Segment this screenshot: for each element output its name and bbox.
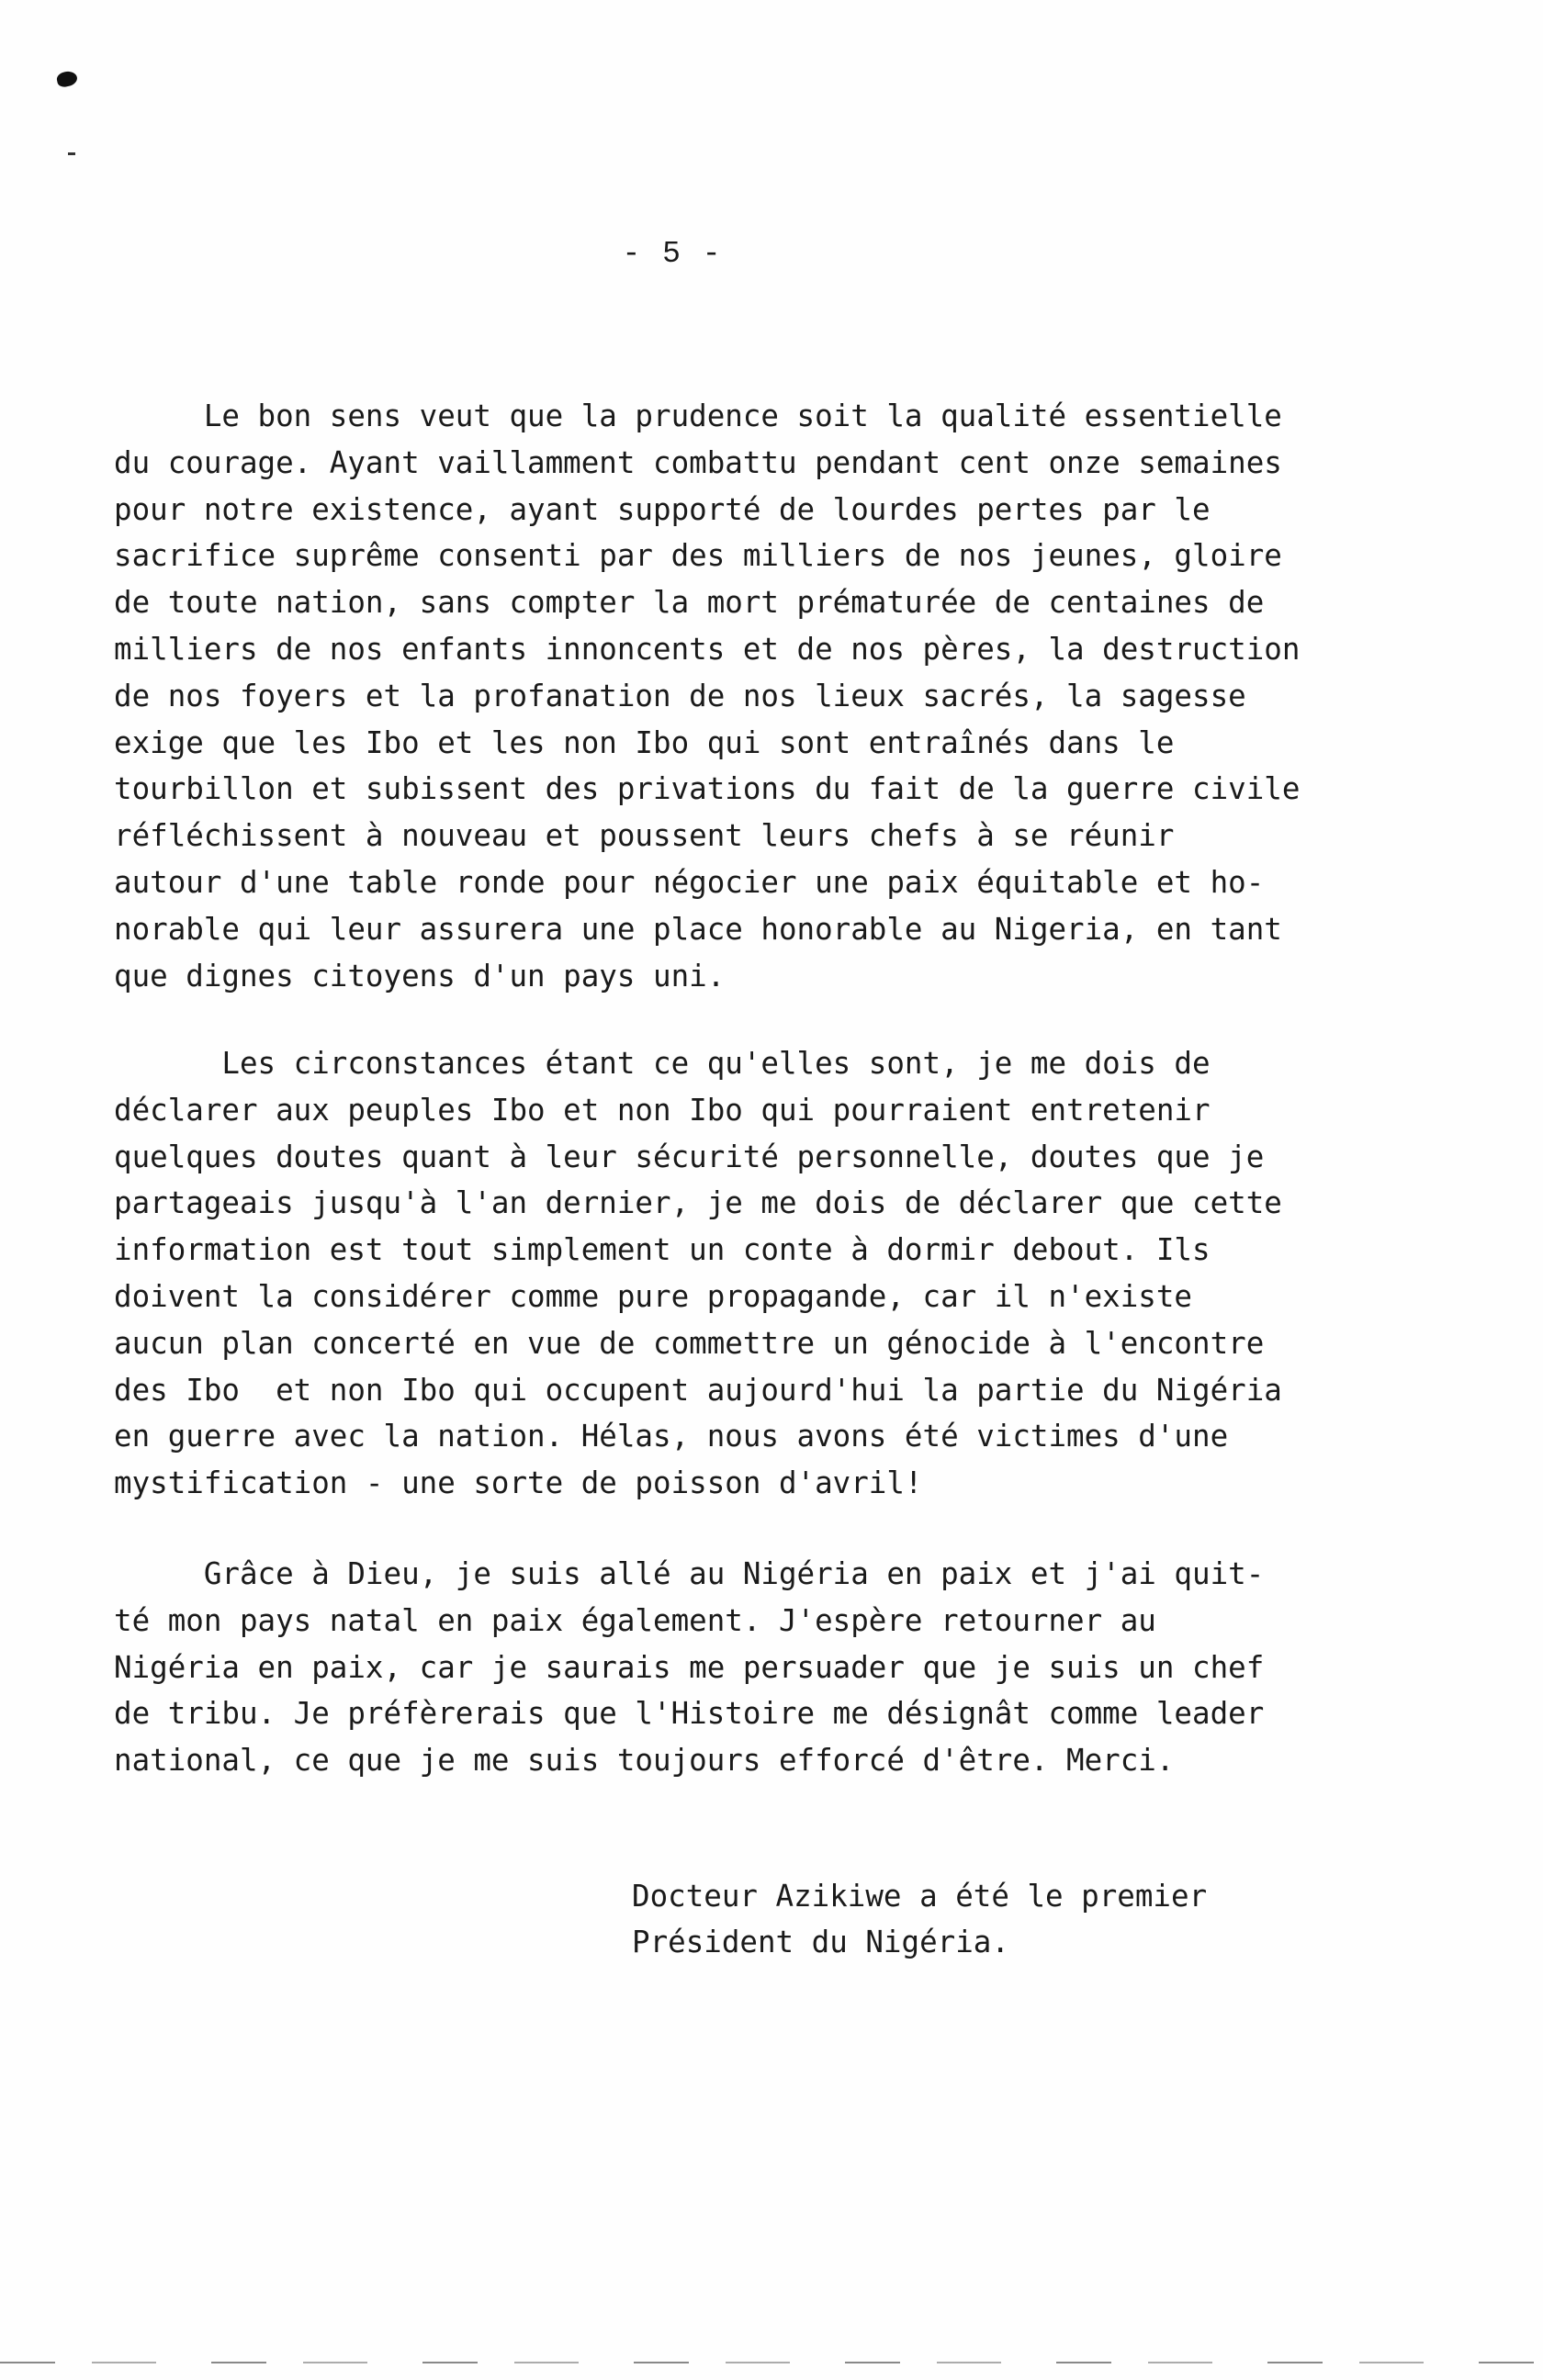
author-note — [632, 1873, 1207, 1965]
paragraph-line: autour d'une table ronde pour négocier une paix équitable et ho- — [114, 864, 1265, 900]
page-number: - 5 - — [622, 237, 723, 271]
paragraph-line: doivent la considérer comme pure propagande, car il n'existe — [114, 1278, 1192, 1314]
paragraph-line: de nos foyers et la profanation de nos lieux sacrés, la sagesse — [114, 678, 1246, 713]
paragraph-line: tourbillon et subissent des privations du fait de la guerre civile — [114, 771, 1301, 807]
paragraph-line: Nigéria en paix, car je saurais me persuader que je suis un chef — [114, 1649, 1265, 1685]
paragraph-line: milliers de nos enfants innoncents et de nos pères, la destruction — [114, 631, 1301, 667]
paragraph-line: Grâce à Dieu, je suis allé au Nigéria en paix et j'ai quit- — [114, 1556, 1265, 1591]
paragraph-line: Les circonstances étant ce qu'elles sont, je me dois de — [114, 1046, 1211, 1081]
paragraph-line: en guerre avec la nation. Hélas, nous avons été victimes d'une — [114, 1419, 1229, 1454]
paragraph-line: du courage. Ayant vaillamment combattu pendant cent onze semaines — [114, 444, 1282, 480]
paragraph-line: sacrifice suprême consenti par des milliers de nos jeunes, gloire — [114, 538, 1282, 574]
paragraph-line: mystification - une sorte de poisson d'avril! — [114, 1465, 923, 1501]
paragraph-line: de toute nation, sans compter la mort prématurée de centaines de — [114, 585, 1265, 621]
paragraph-3 — [114, 1551, 1264, 1784]
paragraph-1 — [114, 393, 1300, 999]
paragraph-line: information est tout simplement un conte à dormir debout. Ils — [114, 1232, 1211, 1268]
paragraph-line: partageais jusqu'à l'an dernier, je me dois de déclarer que cette — [114, 1185, 1282, 1221]
paragraph-line: quelques doutes quant à leur sécurité personnelle, doutes que je — [114, 1139, 1265, 1174]
paragraph-line: que dignes citoyens d'un pays uni. — [114, 958, 726, 994]
author-note-line: Docteur Azikiwe a été le premier — [632, 1879, 1208, 1914]
paragraph-line: des Ibo et non Ibo qui occupent aujourd'hui la partie du Nigéria — [114, 1372, 1282, 1408]
paragraph-line: réfléchissent à nouveau et poussent leurs chefs à se réunir — [114, 818, 1175, 854]
paragraph-line: Le bon sens veut que la prudence soit la qualité essentielle — [114, 399, 1282, 433]
author-note-line: Président du Nigéria. — [632, 1925, 1009, 1959]
paragraph-line: de tribu. Je préfèrerais que l'Histoire me désignât comme leader — [114, 1696, 1265, 1732]
paragraph-line: exige que les Ibo et les non Ibo qui sont entraînés dans le — [114, 724, 1175, 760]
paragraph-line: pour notre existence, ayant supporté de lourdes pertes par le — [114, 491, 1211, 527]
paragraph-line: déclarer aux peuples Ibo et non Ibo qui pourraient entretenir — [114, 1092, 1211, 1128]
ink-blot-mark — [56, 70, 79, 88]
bottom-scan-edge — [0, 2362, 1543, 2363]
paragraph-2 — [114, 1040, 1282, 1507]
paragraph-line: té mon pays natal en paix également. J'espère retourner au — [114, 1602, 1156, 1638]
paragraph-line: aucun plan concerté en vue de commettre un génocide à l'encontre — [114, 1325, 1265, 1361]
paragraph-line: national, ce que je me suis toujours efforcé d'être. Merci. — [114, 1743, 1175, 1779]
paragraph-line: norable qui leur assurera une place honorable au Nigeria, en tant — [114, 911, 1282, 947]
ink-dash-mark — [68, 152, 75, 155]
